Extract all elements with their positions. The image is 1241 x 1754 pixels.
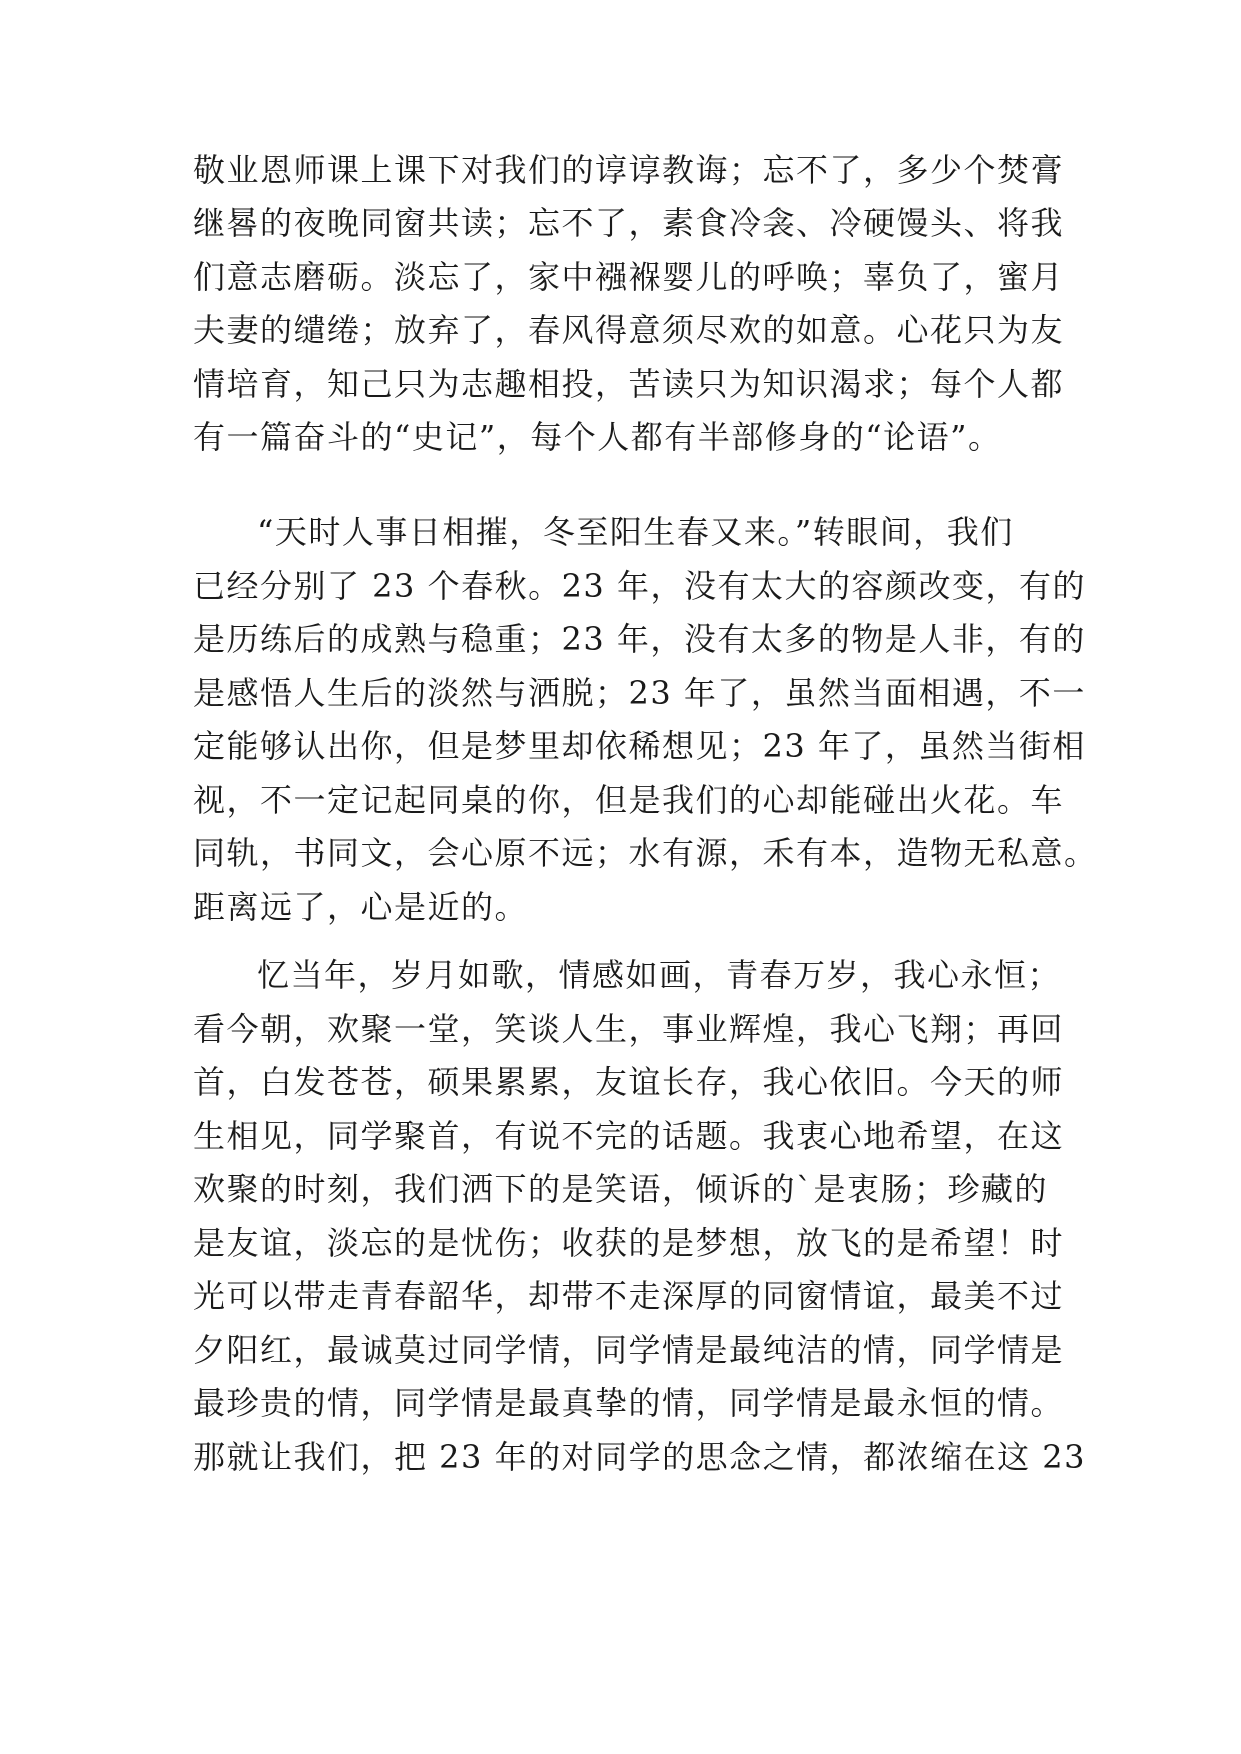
text-line: 那就让我们，把 23 年的对同学的思念之情，都浓缩在这 23 (193, 1438, 1086, 1476)
text-line: 是感悟人生后的淡然与洒脱；23 年了，虽然当面相遇，不一 (193, 674, 1086, 712)
text-line: 光可以带走青春韶华，却带不走深厚的同窗情谊，最美不过 (193, 1277, 1065, 1315)
text-line: 首，白发苍苍，硕果累累，友谊长存，我心依旧。今天的师 (193, 1063, 1065, 1101)
paragraph-first-line: 忆当年，岁月如歌，情感如画，青春万岁，我心永恒； (257, 956, 1062, 994)
text-line: 已经分别了 23 个春秋。23 年，没有太大的容颜改变，有的 (193, 567, 1086, 605)
text-line: 情培育，知己只为志趣相投，苦读只为知识渴求；每个人都 (193, 365, 1065, 403)
text-line: 视，不一定记起同桌的你，但是我们的心却能碰出火花。车 (193, 781, 1065, 819)
text-line: 欢聚的时刻，我们洒下的是笑语，倾诉的`是衷肠；珍藏的 (193, 1170, 1049, 1208)
text-line: 有一篇奋斗的“史记”，每个人都有半部修身的“论语”。 (193, 418, 1002, 456)
text-line: 同轨，书同文，会心原不远；水有源，禾有本，造物无私意。 (193, 834, 1098, 872)
text-line: 距离远了，心是近的。 (193, 888, 529, 926)
text-line: 继晷的夜晚同窗共读；忘不了，素食冷衾、冷硬馒头、将我 (193, 204, 1065, 242)
text-line: 最珍贵的情，同学情是最真挚的情，同学情是最永恒的情。 (193, 1384, 1065, 1422)
text-line: 是历练后的成熟与稳重；23 年，没有太多的物是人非，有的 (193, 620, 1086, 658)
text-line: 定能够认出你，但是梦里却依稀想见；23 年了，虽然当街相 (193, 727, 1086, 765)
text-line: 敬业恩师课上课下对我们的谆谆教诲；忘不了，多少个焚膏 (193, 151, 1065, 189)
paragraph-first-line: “天时人事日相摧，冬至阳生春又来。”转眼间，我们 (257, 513, 1014, 551)
text-line: 夫妻的缱绻；放弃了，春风得意须尽欢的如意。心花只为友 (193, 311, 1065, 349)
text-line: 生相见，同学聚首，有说不完的话题。我衷心地希望，在这 (193, 1117, 1065, 1155)
text-line: 看今朝，欢聚一堂，笑谈人生，事业辉煌，我心飞翔；再回 (193, 1010, 1065, 1048)
text-line: 们意志磨砺。淡忘了，家中襁褓婴儿的呼唤；辜负了，蜜月 (193, 258, 1065, 296)
text-line: 夕阳红，最诚莫过同学情，同学情是最纯洁的情，同学情是 (193, 1331, 1065, 1369)
text-line: 是友谊，淡忘的是忧伤；收获的是梦想，放飞的是希望！时 (193, 1224, 1065, 1262)
